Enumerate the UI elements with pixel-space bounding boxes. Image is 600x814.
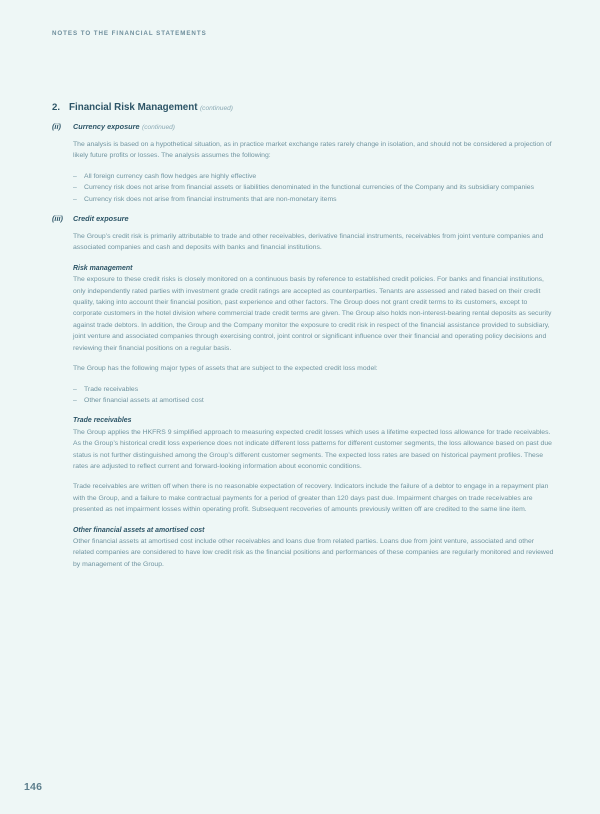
subsection-heading-currency-exposure [52, 122, 554, 131]
currency-exposure-intro-paragraph: The analysis is based on a hypothetical situation, as in practice market exchange rates rarely change in isolation, and should not be considered a projection of likely future profits or losses. The analysis assumes the following: [73, 141, 552, 160]
note-heading [52, 102, 554, 113]
list-item-label: Currency risk does not arise from financial instruments that are non-monetary items [84, 195, 337, 203]
dash-bullet-icon: – [73, 396, 77, 404]
currency-exposure-assumptions-list [73, 171, 554, 205]
dash-bullet-icon: – [73, 195, 77, 203]
dash-bullet-icon: – [73, 385, 77, 393]
list-item [73, 171, 554, 182]
dash-bullet-icon: – [73, 172, 77, 180]
list-item-label: Other financial assets at amortised cost [84, 396, 204, 404]
note-number: 2. [52, 102, 61, 113]
dash-bullet-icon: – [73, 184, 77, 192]
subsection-ii-continued-label: (continued) [142, 124, 176, 131]
subsection-title-ii [73, 122, 175, 131]
trade-receivables-paragraph-2: Trade receivables are written off when there is no reasonable expectation of recovery. Indicators include the failure of a debtor to engage in a repayment plan with the Group, and a failure to make contractual payments for a period of greater than 120 days past due. Impairment charges on trade receivables are presented as net impairment losses within operating profit. Subsequent recoveries of amounts previously written off are credited to the same line item. [73, 483, 549, 514]
page-content [52, 102, 554, 579]
list-item [73, 182, 554, 193]
list-item-label: Trade receivables [84, 385, 139, 393]
subsection-number-ii: (ii) [52, 122, 61, 131]
subsection-heading-credit-exposure [52, 214, 554, 223]
subsection-title-ii-text: Currency exposure [73, 122, 140, 131]
other-financial-assets-paragraph: Other financial assets at amortised cost include other receivables and loans due from related parties. Loans due from joint venture, associated and other related companies are considered to have low credit risk as the financial positions and performances of these companies are regularly monitored and reviewed by management of the Group. [73, 537, 554, 568]
other-financial-assets-heading: Other financial assets at amortised cost [73, 526, 205, 534]
risk-management-paragraph: The exposure to these credit risks is closely monitored on a continuous basis by reference to established credit policies. For banks and financial institutions, only independently rated parties with investment grade credit ratings are accepted as counterparties. Tenants are assessed and rated based on their credit quality, taking into account their financial position, past experience and other factors. The Group does not grant credit terms to its customers, except to corporate customers in the hotel division where commercial trade credit terms are given. The Group also holds non-interest-bearing rental deposits as security against trade debtors. In addition, the Group and the Company monitor the exposure to credit risk in respect of the financial assistance provided to subsidiary, joint venture and associated companies through exercising control, joint control or significant influence over their financial and operating policy decisions and reviewing their financial positions on a regular basis. [73, 276, 552, 352]
subsection-ii-body [73, 139, 554, 205]
expected-credit-loss-asset-types-list [73, 384, 554, 407]
list-item [73, 194, 554, 205]
subsection-number-iii: (iii) [52, 214, 63, 224]
list-item [73, 384, 554, 395]
list-item-label: All foreign currency cash flow hedges are highly effective [84, 172, 257, 180]
note-title-text: Financial Risk Management [69, 102, 198, 113]
expected-credit-loss-intro-paragraph: The Group has the following major types of assets that are subject to the expected credit loss model: [73, 365, 378, 373]
note-continued-label: (continued) [199, 105, 233, 112]
credit-exposure-intro-paragraph: The Group’s credit risk is primarily attributable to trade and other receivables, derivative financial instruments, receivables from joint venture companies and associated companies and cash and deposits with banks and financial institutions. [73, 233, 544, 252]
running-header: NOTES TO THE FINANCIAL STATEMENTS [52, 30, 207, 37]
trade-receivables-paragraph-1: The Group applies the HKFRS 9 simplified approach to measuring expected credit losses which uses a lifetime expected loss allowance for trade receivables. As the Group’s historical credit loss experience does not indicate different loss patterns for different customer segments, the loss allowance based on past due status is not further distinguished among the Group’s different customer segments. The expected loss rates are based on historical payment profiles. These rates are adjusted to reflect current and forward-looking information about economic conditions. [73, 428, 552, 470]
risk-management-heading: Risk management [73, 264, 133, 272]
list-item [73, 395, 554, 406]
trade-receivables-heading: Trade receivables [73, 417, 132, 425]
list-item-label: Currency risk does not arise from financial assets or liabilities denominated in the functional currencies of the Company and its subsidiary companies [84, 184, 535, 192]
subsection-iii-body [73, 231, 554, 570]
subsection-title-iii: Credit exposure [73, 214, 129, 224]
page-number: 146 [24, 781, 43, 793]
note-title [69, 102, 233, 113]
